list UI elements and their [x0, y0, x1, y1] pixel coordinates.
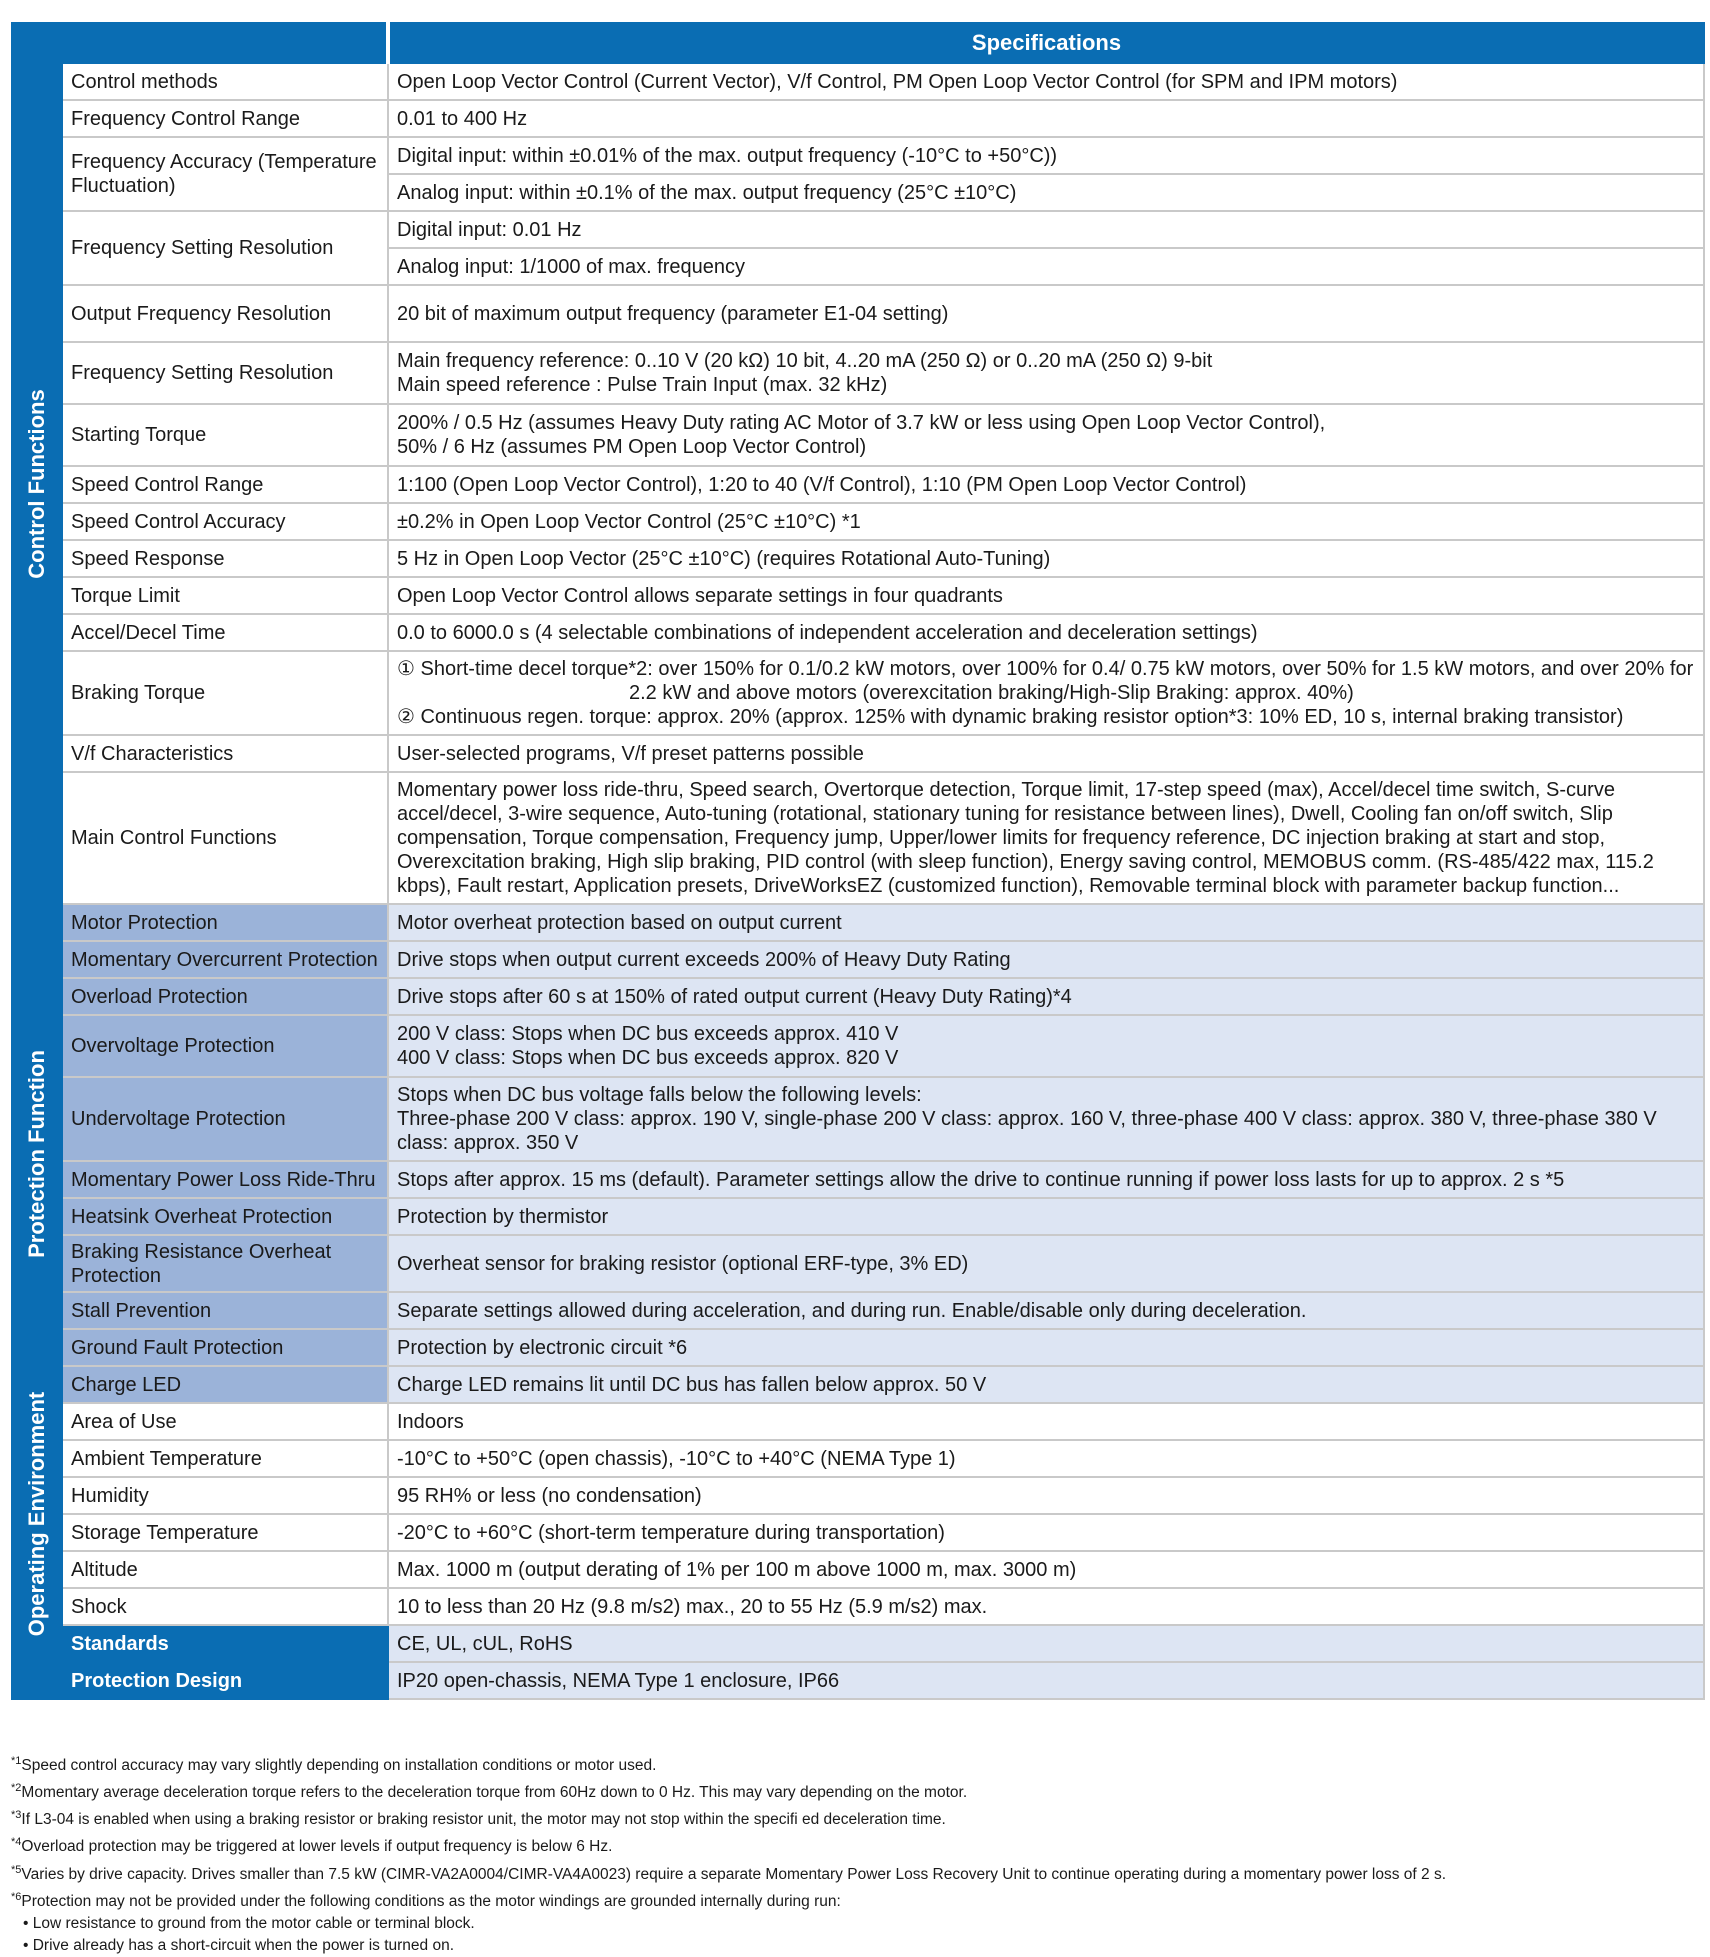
row-label: Momentary Overcurrent Protection: [62, 941, 388, 978]
row-label: Frequency Setting Resolution: [62, 342, 388, 404]
row-value: Stops when DC bus voltage falls below the following levels: Three-phase 200 V class: approx. 190 V, single-phase 200 V class: approx. 160 V, three-phase 400 V class: approx. 380 V, three-phase 380 V class: approx. 350 V: [388, 1077, 1704, 1161]
footnote: $^{*3}$If L3-04 is enabled when using a braking resistor or braking resistor unit, the motor may not stop within the specifi ed deceleration time.: [11, 1809, 946, 1829]
row-value: -10°C to +50°C (open chassis), -10°C to +40°C (NEMA Type 1): [388, 1440, 1704, 1477]
table-row: [12, 651, 1704, 735]
table-row: [12, 1235, 1704, 1292]
table-row: [12, 1198, 1704, 1235]
standards-value: CE, UL, cUL, RoHS: [388, 1625, 1704, 1662]
row-label: Overvoltage Protection: [62, 1015, 388, 1077]
table-row: [12, 404, 1704, 466]
row-value: Separate settings allowed during acceleration, and during run. Enable/disable only during deceleration.: [388, 1292, 1704, 1329]
footnote: $^{*1}$Speed control accuracy may vary slightly depending on installation conditions or motor used.: [11, 1755, 657, 1775]
footnote-bullet: • Low resistance to ground from the motor cable or terminal block.: [23, 1914, 475, 1932]
table-row: [12, 978, 1704, 1015]
braking-line-2: 2.2 kW and above motors (overexcitation braking/High-Slip Braking: approx. 40%): [629, 682, 1354, 704]
footnote: $^{*2}$Momentary average deceleration torque refers to the deceleration torque from 60Hz down to 0 Hz. This may vary depending on the motor.: [11, 1782, 968, 1802]
row-value: Digital input: within ±0.01% of the max. output frequency (-10°C to +50°C)): [388, 137, 1704, 174]
row-label: Frequency Accuracy (Temperature Fluctuation): [62, 137, 388, 211]
braking-line-1: ① Short-time decel torque*2: over 150% for 0.1/0.2 kW motors, over 100% for 0.4/ 0.75 kW motors, over 50% for 1.5 kW motors, and over 20% for: [397, 658, 1694, 680]
row-value: 95 RH% or less (no condensation): [388, 1477, 1704, 1514]
table-row: [12, 100, 1704, 137]
row-value: Analog input: 1/1000 of max. frequency: [388, 248, 1704, 285]
standards-label: Standards: [12, 1625, 388, 1662]
category-operating-environment: Operating Environment: [12, 1403, 62, 1625]
table-row: [12, 614, 1704, 651]
category-protection-function: Protection Function: [12, 904, 62, 1403]
table-row: [12, 1588, 1704, 1625]
row-value: 10 to less than 20 Hz (9.8 m/s2) max., 20 to 55 Hz (5.9 m/s2) max.: [388, 1588, 1704, 1625]
table-row: [12, 503, 1704, 540]
row-value: Digital input: 0.01 Hz: [388, 211, 1704, 248]
specifications-table: [11, 22, 1705, 1700]
table-row: [12, 1077, 1704, 1161]
row-label: Frequency Control Range: [62, 100, 388, 137]
row-value: Momentary power loss ride-thru, Speed search, Overtorque detection, Torque limit, 17-step speed (max), Accel/decel time switch, S-curve accel/decel, 3-wire sequence, Auto-tuning (rotational, stationary tuning for resistance between lines), Dwell, Cooling fan on/off switch, Slip compensation, Torque compensation, Frequency jump, Upper/lower limits for frequency reference, DC injection braking at start and stop, Overexcitation braking, High slip braking, PID control (with sleep function), Energy saving control, MEMOBUS comm. (RS-485/422 max, 115.2 kbps), Fault restart, Application presets, DriveWorksEZ (customized function), Removable terminal block with parameter backup function...: [388, 772, 1704, 904]
row-value: 200% / 0.5 Hz (assumes Heavy Duty rating AC Motor of 3.7 kW or less using Open Loop Vector Control), 50% / 6 Hz (assumes PM Open Loop Vector Control): [388, 404, 1704, 466]
row-label: Output Frequency Resolution: [62, 285, 388, 342]
row-label: Control methods: [62, 63, 388, 100]
footnote: $^{*5}$Varies by drive capacity. Drives smaller than 7.5 kW (CIMR-VA2A0004/CIMR-VA4A0023) require a separate Momentary Power Loss Recovery Unit to continue operating during a momentary power loss of 2 s.: [11, 1863, 1447, 1883]
row-value: Open Loop Vector Control (Current Vector), V/f Control, PM Open Loop Vector Control (for SPM and IPM motors): [388, 63, 1704, 100]
row-label: Overload Protection: [62, 978, 388, 1015]
row-label: Frequency Setting Resolution: [62, 211, 388, 285]
table-row: [12, 1366, 1704, 1403]
row-value: Open Loop Vector Control allows separate settings in four quadrants: [388, 577, 1704, 614]
row-value: Max. 1000 m (output derating of 1% per 100 m above 1000 m, max. 3000 m): [388, 1551, 1704, 1588]
row-value: Analog input: within ±0.1% of the max. output frequency (25°C ±10°C): [388, 174, 1704, 211]
protection-design-value: IP20 open-chassis, NEMA Type 1 enclosure, IP66: [388, 1662, 1704, 1699]
braking-line-3: ② Continuous regen. torque: approx. 20% (approx. 125% with dynamic braking resistor option*3: 10% ED, 10 s, internal braking transistor): [397, 706, 1624, 728]
row-value: Motor overheat protection based on output current: [388, 904, 1704, 941]
row-value: Protection by electronic circuit *6: [388, 1329, 1704, 1366]
table-row: [12, 137, 1704, 174]
row-label: Motor Protection: [62, 904, 388, 941]
row-value: 5 Hz in Open Loop Vector (25°C ±10°C) (requires Rotational Auto-Tuning): [388, 540, 1704, 577]
row-label: Altitude: [62, 1551, 388, 1588]
row-label: Shock: [62, 1588, 388, 1625]
row-label: Torque Limit: [62, 577, 388, 614]
table-row: [12, 1015, 1704, 1077]
row-value: Drive stops when output current exceeds 200% of Heavy Duty Rating: [388, 941, 1704, 978]
footnote: $^{*6}$Protection may not be provided under the following conditions as the motor windings are grounded internally during run:: [11, 1890, 841, 1910]
footnotes: [11, 1750, 1703, 1957]
table-row: [12, 63, 1704, 100]
row-label: Heatsink Overheat Protection: [62, 1198, 388, 1235]
category-control-functions: Control Functions: [12, 63, 62, 904]
row-value: Charge LED remains lit until DC bus has fallen below approx. 50 V: [388, 1366, 1704, 1403]
table-row: [12, 577, 1704, 614]
row-value: -20°C to +60°C (short-term temperature during transportation): [388, 1514, 1704, 1551]
table-row: [12, 1161, 1704, 1198]
row-value: Overheat sensor for braking resistor (optional ERF-type, 3% ED): [388, 1235, 1704, 1292]
table-row: [12, 1329, 1704, 1366]
table-row: [12, 1292, 1704, 1329]
row-value: [388, 651, 1704, 735]
table-header-row: [12, 23, 1704, 63]
spec-table-wrapper: [11, 22, 1703, 1700]
table-row: [12, 1662, 1704, 1699]
table-row: [12, 1477, 1704, 1514]
row-value: 1:100 (Open Loop Vector Control), 1:20 to 40 (V/f Control), 1:10 (PM Open Loop Vector Control): [388, 466, 1704, 503]
row-label: Braking Torque: [62, 651, 388, 735]
table-row: [12, 904, 1704, 941]
row-label: Undervoltage Protection: [62, 1077, 388, 1161]
protection-design-label: Protection Design: [12, 1662, 388, 1699]
row-value: Protection by thermistor: [388, 1198, 1704, 1235]
footnote-bullet: • Drive already has a short-circuit when the power is turned on.: [23, 1936, 455, 1954]
row-label: Ambient Temperature: [62, 1440, 388, 1477]
table-row: [12, 735, 1704, 772]
table-row: [12, 1440, 1704, 1477]
row-value: 0.0 to 6000.0 s (4 selectable combinations of independent acceleration and deceleration settings): [388, 614, 1704, 651]
table-row: [12, 211, 1704, 248]
row-value: 200 V class: Stops when DC bus exceeds approx. 410 V 400 V class: Stops when DC bus exceeds approx. 820 V: [388, 1015, 1704, 1077]
header-blank-cell: [12, 23, 388, 63]
row-label: Stall Prevention: [62, 1292, 388, 1329]
table-row: [12, 1514, 1704, 1551]
table-row: [12, 1403, 1704, 1440]
row-value: 20 bit of maximum output frequency (parameter E1-04 setting): [388, 285, 1704, 342]
row-label: Humidity: [62, 1477, 388, 1514]
row-value: ±0.2% in Open Loop Vector Control (25°C ±10°C) *1: [388, 503, 1704, 540]
row-label: Ground Fault Protection: [62, 1329, 388, 1366]
table-row: [12, 342, 1704, 404]
table-row: [12, 466, 1704, 503]
table-row: [12, 540, 1704, 577]
table-row: [12, 285, 1704, 342]
row-label: Starting Torque: [62, 404, 388, 466]
row-label: Area of Use: [62, 1403, 388, 1440]
row-value: 0.01 to 400 Hz: [388, 100, 1704, 137]
row-label: Main Control Functions: [62, 772, 388, 904]
row-label: Speed Control Accuracy: [62, 503, 388, 540]
header-title: Specifications: [388, 23, 1704, 63]
row-label: Braking Resistance Overheat Protection: [62, 1235, 388, 1292]
row-label: Storage Temperature: [62, 1514, 388, 1551]
table-row: [12, 1551, 1704, 1588]
row-value: User-selected programs, V/f preset patterns possible: [388, 735, 1704, 772]
table-row: [12, 772, 1704, 904]
row-value: Stops after approx. 15 ms (default). Parameter settings allow the drive to continue running if power loss lasts for up to approx. 2 s *5: [388, 1161, 1704, 1198]
row-label: Accel/Decel Time: [62, 614, 388, 651]
row-label: Speed Response: [62, 540, 388, 577]
row-label: Speed Control Range: [62, 466, 388, 503]
row-label: Charge LED: [62, 1366, 388, 1403]
row-value: Drive stops after 60 s at 150% of rated output current (Heavy Duty Rating)*4: [388, 978, 1704, 1015]
row-value: Indoors: [388, 1403, 1704, 1440]
row-value: Main frequency reference: 0..10 V (20 kΩ) 10 bit, 4..20 mA (250 Ω) or 0..20 mA (250 Ω) 9-bit Main speed reference : Pulse Train Input (max. 32 kHz): [388, 342, 1704, 404]
table-row: [12, 941, 1704, 978]
footnote: $^{*4}$Overload protection may be triggered at lower levels if output frequency is below 6 Hz.: [11, 1836, 613, 1856]
row-label: Momentary Power Loss Ride-Thru: [62, 1161, 388, 1198]
table-row: [12, 1625, 1704, 1662]
row-label: V/f Characteristics: [62, 735, 388, 772]
